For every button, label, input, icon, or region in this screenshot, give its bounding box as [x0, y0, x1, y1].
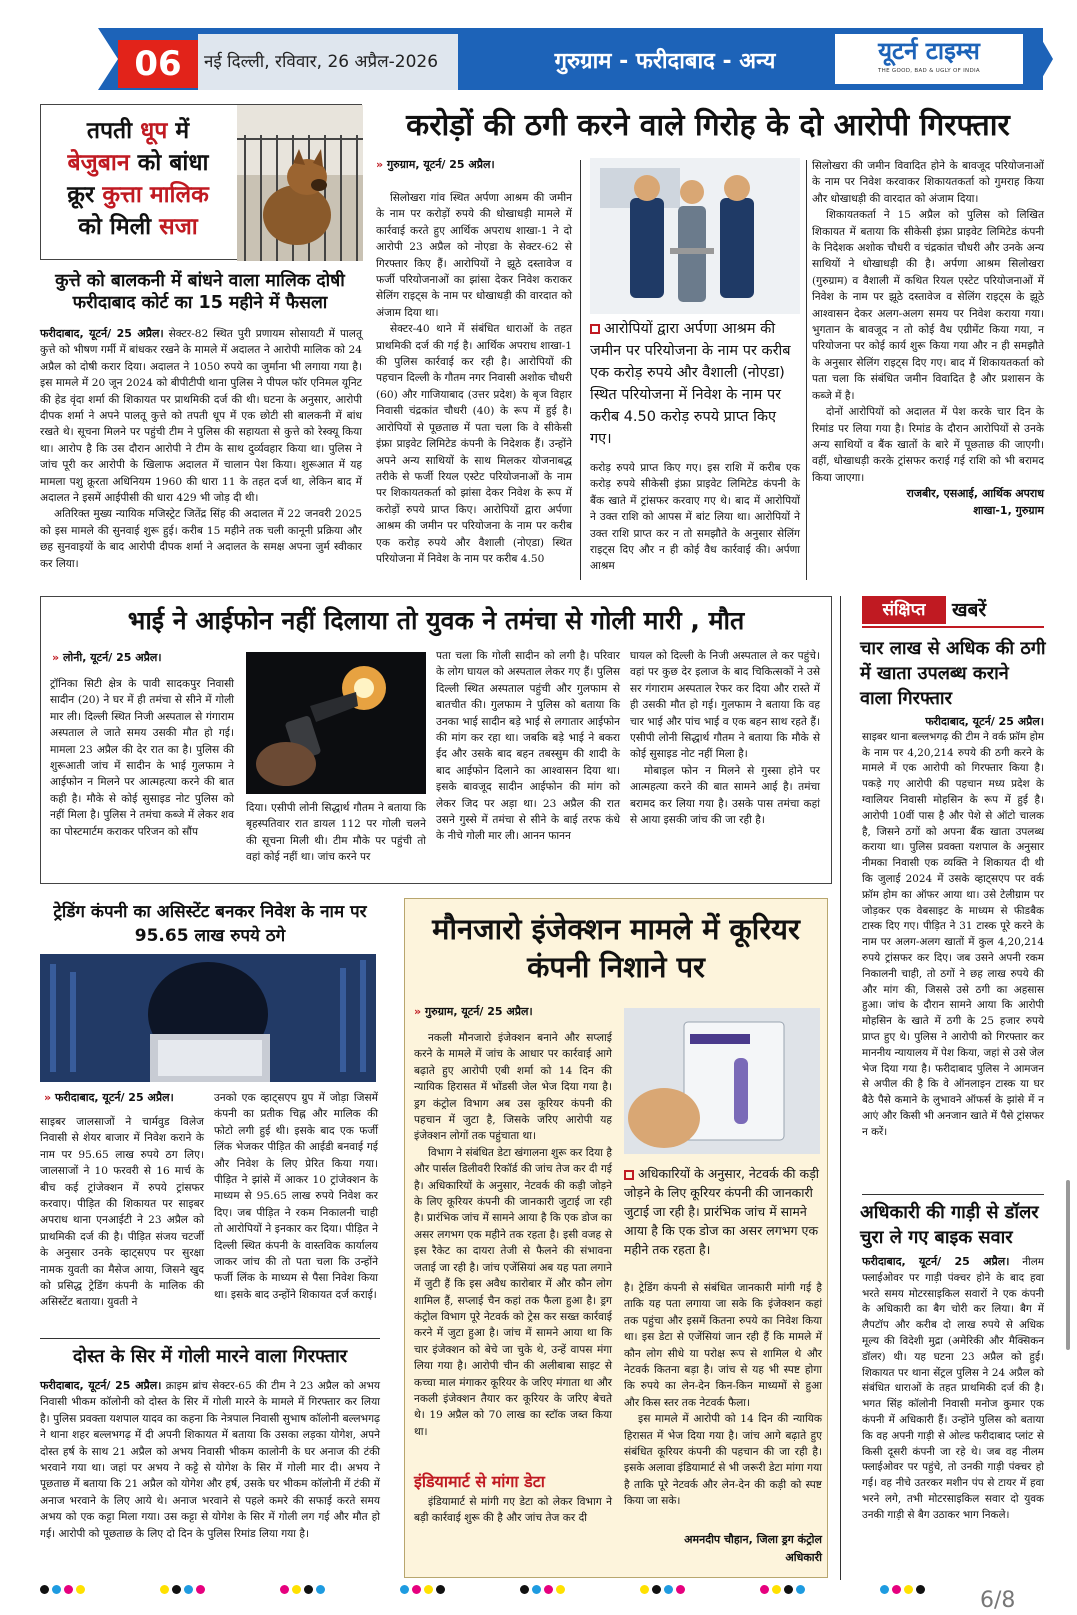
- brief1-body: [862, 714, 1044, 1188]
- friend-dateline: फरीदाबाद, यूटर्न/ 25 अप्रैल।: [40, 1379, 162, 1392]
- friend-body: [40, 1378, 380, 1576]
- iphone-col1: ट्रॉनिका सिटी क्षेत्र के पावी सादकपुर निवासी सादीन (20) ने घर में ही तमंचा से सीने में गोली मार ली। दिल्ली स्थित निजी अस्पताल से गंगाराम अस्पताल ले जाते समय उसकी मौत हो गई। मामला 23 अप्रैल की देर रात का है। पुलिस की शुरूआती जांच में सादीन के भाई गुलफाम ने आईफोन न मिलने पर आत्महत्या करने की बात कही है। मौके से कोई सुसाइड नोट पुलिस को नहीं मिला है। पुलिस ने तमंचा कब्जे में लेकर शव का पोस्टमार्टम कराकर परिजन को सौंप: [50, 678, 234, 838]
- teaser-w5: को बांधा: [137, 150, 209, 176]
- brief2-dateline: फरीदाबाद, यूटर्न/ 25 अप्रैल।: [862, 1255, 1010, 1268]
- dog-body-1: सेक्टर-82 स्थित पुरी प्रणायम सोसायटी में पालतू कुत्ते को भीषण गर्मी में बांधकर रखने के मामले में अदालत ने आरोपी मालिक को 24 अप्रैल को दोषी करार दिया। अदालत ने 1050 रुपये का जुर्माना भी लगाया गया है। इस मामले में 20 जून 2024 को बीपीटीपी थाना पुलिस ने पीपल फॉर एनिमल यूनिट की हेड वृंदा शर्मा की शिकायत पर प्राथमिकी दर्ज की थी। घटना के अनुसार, आरोपी दीपक शर्मा ने अपने पालतू कुत्ते को तपती धूप में एक छोटी सी बालकनी में बांध रखते थे। सूचना मिलने पर पहुंची टीम ने पुलिस की सहायता से कुत्ते को रेस्क्यू किया था। आरोप है कि उस दौरान आरोपी ने टीम के साथ दुर्व्यवहार किया था। पुलिस ने जांच पूरी कर आरोपी के खिलाफ अदालत में चालान पेश किया। शुरूआत में यह मामला पशु क्रूरता अधिनियम 1960 की धारा 11 के तहत दर्ज था, लेकिन बाद में अदालत ने इसमें आईपीसी की धारा 429 भी जोड़ दी थी।: [40, 328, 362, 505]
- gun-photo: [246, 652, 426, 794]
- mounjaro-subhead: इंडियामार्ट से मांगा डेटा: [414, 1472, 545, 1491]
- fraud-sign-unit: शाखा-1, गुरुग्राम: [973, 503, 1044, 517]
- teaser-w6: क्रूर: [67, 182, 95, 208]
- iphone-col2: दिया। एसीपी लोनी सिद्धार्थ गौतम ने बताया कि बृहस्पतिवार रात डायल 112 पर गोली चलने की सूचना मिली थी। टीम मौके पर पहुंची तो वहां कोई नहीं था। जांच करने पर: [246, 802, 426, 864]
- mounjaro-pullquote-text: अधिकारियों के अनुसार, नेटवर्क की कड़ी जोड़ने के लिए कूरियर कंपनी की जानकारी जुटाई जा रही है। प्रारंभिक जांच में सामने आया है कि एक डोज का असर लगभग एक महीने तक रहता है।: [624, 1166, 820, 1257]
- masthead-arrow: [1035, 28, 1055, 90]
- mounjaro-col1-c: इंडियामार्ट से मांगी गए डेटा को लेकर विभाग ने बड़ी कार्रवाई शुरू की है और जांच तेज कर दी: [414, 1496, 612, 1525]
- registration-marks: [760, 1585, 805, 1595]
- fraud-pullquote-text: आरोपियों द्वारा अर्पणा आश्रम की जमीन पर परियोजना के नाम पर करीब एक करोड़ रुपये और वैशाली (नोएडा) स्थित परियोजना में निवेश के नाम पर करीब 4.50 करोड़ रुपये प्राप्त किए गए।: [590, 321, 791, 447]
- registration-marks: [640, 1585, 685, 1595]
- fraud-dateline-wrap: » गुरुग्राम, यूटर्न/ 25 अप्रैल।: [376, 158, 495, 171]
- teaser-w7: कुत्ता मालिक: [102, 182, 209, 208]
- scrollbar-thumb[interactable]: [1066, 1180, 1070, 1350]
- logo-tagline: THE GOOD, BAD & UGLY OF INDIA: [878, 68, 980, 74]
- iphone-col4-b: मोबाइल फोन न मिलने से गुस्सा होने पर आत्महत्या करने की बात सामने आई है। तमंचा बरामद कर लिया गया है। उसके पास तमंचा कहां से आया इसकी जांच की जा रही है।: [630, 764, 820, 827]
- iphone-col4-a: घायल को दिल्ली के निजी अस्पताल ले कर पहुंचे। वहां पर कुछ देर इलाज के बाद चिकित्सकों ने उसे सर गंगाराम अस्पताल रेफर कर दिया और रास्ते में ही उसकी मौत हो गई। गुलफाम ने बताया कि वह चार भाई और पांच भाई व एक बहन साथ रहते हैं। एसीपी लोनी सिद्धार्थ गौतम ने बताया कि मौके से कोई सुसाइड नोट नहीं मिला है।: [630, 650, 820, 761]
- square-bullet-icon: [624, 1170, 634, 1180]
- dog-dateline: फरीदाबाद, यूटर्न/ 25 अप्रैल।: [40, 327, 164, 340]
- hacker-photo: [40, 954, 376, 1082]
- brief-label-red: संक्षिप्त: [862, 596, 946, 624]
- dog-teaser-text: [45, 115, 231, 243]
- fraud-dateline: गुरुग्राम, यूटर्न/ 25 अप्रैल।: [386, 158, 495, 171]
- registration-marks: [160, 1585, 205, 1595]
- dog-body: [40, 326, 362, 582]
- registration-marks: [400, 1585, 445, 1595]
- dog-photo: [237, 105, 363, 261]
- trading-headline: ट्रेडिंग कंपनी का असिस्टेंट बनकर निवेश के नाम पर 95.65 लाख रुपये ठगे: [53, 902, 367, 946]
- brief1-text: साइबर थाना बल्लभगढ़ की टीम ने वर्क फ्रॉम होम के नाम पर 4,20,214 रुपये की ठगी करने के मामले में एक आरोपी को गिरफ्तार किया है। पकड़े गए आरोपी की पहचान मध्य प्रदेश के ग्वालियर निवासी मोहसिन के रूप में हुई है। आरोपी 10वीं पास है और पेशे से ऑटो चालक है, जिसने ठगों को अपना बैंक खाता उपलब्ध कराया था। पुलिस प्रवक्ता यशपाल के अनुसार नीमका निवासी एक व्यक्ति ने शिकायत दी थी कि जुलाई 2024 में उसके व्हाट्सएप पर वर्क फ्रॉम होम का ऑफर आया था। उसे टेलीग्राम पर जोड़कर एक वेबसाइट के माध्यम से फीडबैक टास्क दिए गए। पीड़ित ने 31 टास्क पूरे करने के नाम पर अलग-अलग खातों में कुल 4,20,214 रुपये ट्रांसफर कर दिए। जब उसने अपनी रकम निकालनी चाही, तो ठगों ने छह लाख रुपये की और मांग की, जिससे उसे ठगी का अहसास हुआ। जांच के दौरान सामने आया कि आरोपी मोहसिन के खाते में ठगी के 25 हजार रुपये प्राप्त हुए थे। पुलिस ने आरोपी को गिरफ्तार कर माननीय न्यायालय में पेश किया, जहां से उसे जेल भेज दिया गया है। फरीदाबाद पुलिस ने आमजन से अपील की है कि वे ऑनलाइन टास्क या घर बैठे पैसे कमाने के लुभावने ऑफर्स के झांसे में न आएं और किसी भी अनजान खाते में पैसे ट्रांसफर न करें।: [862, 730, 1044, 1138]
- registration-marks: [280, 1585, 325, 1595]
- brief2-text: नीलम फ्लाईओवर पर गाड़ी पंक्चर होने के बाद हवा भरते समय मोटरसाइकिल सवारों ने एक कंपनी के अधिकारी का बैग चोरी कर लिया। बैग में लैपटॉप और करीब दो लाख रुपये से अधिक मूल्य की विदेशी मुद्रा (अमेरिकी और मैक्सिकन डॉलर) थी। यह घटना 23 अप्रैल को हुई। शिकायत पर थाना सेंट्रल पुलिस ने 24 अप्रैल को संबंधित धाराओं के तहत प्राथमिकी दर्ज की है। भगत सिंह कॉलोनी निवासी मनोज कुमार एक कंपनी में अधिकारी हैं। उन्होंने पुलिस को बताया कि वह अपनी गाड़ी से ओल्ड फरीदाबाद प्लांट से किसी दूसरी कंपनी जा रहे थे। जब वह नीलम फ्लाईओवर पर पहुंचे, तो उनकी गाड़ी पंक्चर हो गई। वह नीचे उतरकर मशीन पंप से टायर में हवा भरने लगे, तभी मोटरसाइकिल सवार दो युवक उनकी गाड़ी से बैग उठाकर भाग निकले।: [862, 1256, 1044, 1521]
- fraud-col1-b: सेक्टर-40 थाने में संबंधित धाराओं के तहत प्राथमिकी दर्ज की गई है। आर्थिक अपराध शाखा-1 की पुलिस कार्रवाई कर रही है। आरोपियों की पहचान दिल्ली के गौतम नगर निवासी अशोक चौधरी (60) और गाजियाबाद (उत्तर प्रदेश) के बृज विहार निवासी चंद्रकांत चौधरी (40) के रूप में हुई है। आरोपियों से पूछताछ में पता चला कि वे सीकेसी इंफ्रा प्राइवेट लिमिटेड कंपनी के निदेशक हैं। उन्होंने अपने अन्य साथियों के साथ मिलकर योजनाबद्ध तरीके से फर्जी रियल एस्टेट परियोजनाओं के नाम पर शिकायतकर्ता को झांसा देकर निवेश के रूप में करोड़ों रुपये प्राप्त किए। आरोपियों द्वारा अर्पणा आश्रम की जमीन पर परियोजना के नाम पर करीब एक करोड़ रुपये और वैशाली (नोएडा) स्थित परियोजना में निवेश के नाम पर करीब 4.50: [376, 323, 572, 565]
- brief2-headline: अधिकारी की गाड़ी से डॉलर चुरा ले गए बाइक सवार: [860, 1202, 1039, 1248]
- iphone-col4: [630, 648, 820, 880]
- fraud-sign-name: राजबीर, एसआई, आर्थिक अपराध: [906, 487, 1044, 501]
- registration-marks: [880, 1585, 925, 1595]
- fraud-headline: करोड़ों की ठगी करने वाले गिरोह के दो आरोपी गिरफ्तार: [406, 108, 1010, 143]
- dog-headline: कुत्ते को बालकनी में बांधने वाला मालिक दोषी फरीदाबाद कोर्ट का 15 महीने में फैसला: [55, 271, 345, 313]
- page-dateline: नई दिल्ली, रविवार, 26 अप्रैल-2026: [198, 34, 458, 90]
- mounjaro-col1: [414, 1030, 612, 1466]
- iphone-dateline: लोनी, यूटर्न/ 25 अप्रैल।: [62, 651, 162, 664]
- registration-marks: [40, 1585, 85, 1595]
- page-number: 06: [118, 40, 198, 88]
- trading-col1: साइबर जालसाजों ने चार्मवुड विलेज निवासी से शेयर बाजार में निवेश कराने के नाम पर 95.65 लाख रुपये ठग लिए। जालसाजों ने 10 फरवरी से 16 मार्च के बीच कई ट्रांजेक्शन में रुपये ट्रांसफर करवाए। पीड़ित की शिकायत पर साइबर अपराध थाना एनआईटी ने 23 अप्रैल को प्राथमिकी दर्ज की है। पीड़ित संजय चटर्जी के अनुसार उनके व्हाट्सएप पर सुरक्षा नामक युवती का मैसेज आया, जिसने खुद को प्रसिद्ध ट्रेडिंग कंपनी के मालिक की असिस्टेंट बताया। युवती ने: [40, 1116, 204, 1309]
- fraud-col2: करोड़ रुपये प्राप्त किए गए। इस राशि में करीब एक करोड़ रुपये सीकेसी इंफ्रा प्राइवेट लिमिटेड कंपनी के बैंक खाते में ट्रांसफर करवाए गए थे। बाद में आरोपियों ने उक्त राशि को आपस में बांट लिया था। आरोपियों ने उक्त राशि प्राप्त कर न तो समझौते के अनुसार सेलिंग राइट्स दिए और न ही कोई वैध कार्रवाई की। अर्पणा आश्रम: [590, 462, 800, 573]
- teaser-w3: में: [175, 118, 190, 144]
- fraud-col3-c: दोनों आरोपियों को अदालत में पेश करके चार दिन के रिमांड पर लिया गया है। रिमांड के दौरान आरोपियों से उनके अन्य साथियों व बैंक खातों के बारे में पूछताछ की जाएगी। वहीं, धोखाधड़ी करके ट्रांसफर कराई गई राशि को भी बरामद किया जाएगा।: [812, 406, 1044, 484]
- mounjaro-col1-a: नकली मौनजारो इंजेक्शन बनाने और सप्लाई करने के मामले में जांच के आधार पर कार्रवाई आगे बढ़ाते हुए आरोपी एबी शर्मा को 14 दिन की न्यायिक हिरासत में भोंडसी जेल भेज दिया गया है। ड्रग कंट्रोल विभाग अब उस कूरियर कंपनी की पहचान में जुटा है, जिसके जरिए आरोपी यह इंजेक्शन लोगों तक पहुंचाता था।: [414, 1032, 612, 1143]
- fraud-pullquote: [590, 318, 802, 447]
- teaser-w8: को मिली: [78, 214, 152, 240]
- brief-label: खबरें: [952, 599, 987, 621]
- mounjaro-col2: [624, 1280, 822, 1532]
- fraud-col1: [376, 190, 572, 580]
- teaser-w2: धूप: [140, 118, 168, 144]
- mounjaro-sign-role: अधिकारी: [785, 1551, 822, 1564]
- trading-col2: उनको एक व्हाट्सएप ग्रुप में जोड़ा जिसमें कंपनी का प्रतीक चिह्न और मालिक की फोटो लगी हुई थी। इसके बाद एक फर्जी लिंक भेजकर पीड़ित की आईडी बनवाई गई और निवेश के लिए प्रेरित किया गया। पीड़ित ने झांसे में आकर 10 ट्रांजेक्शन के माध्यम से 95.65 लाख रुपये निवेश कर दिए। जब पीड़ित ने रकम निकालनी चाही तो आरोपियों ने इनकार कर दिया। पीड़ित ने दिल्ली स्थित कंपनी के वास्तविक कार्यालय जाकर जांच की तो पता चला कि उन्होंने फर्जी लिंक के माध्यम से पैसा निवेश किया था। इसके बाद उन्होंने शिकायत दर्ज कराई।: [214, 1092, 378, 1301]
- iphone-headline: भाई ने आईफोन नहीं दिलाया तो युवक ने तमंचा से गोली मारी , मौत: [127, 606, 745, 635]
- page-indicator: 6/8: [980, 1588, 1016, 1613]
- brief2-body: [862, 1254, 1044, 1578]
- fraud-col3-b: शिकायतकर्ता ने 15 अप्रैल को पुलिस को लिखित शिकायत में बताया कि सीकेसी इंफ्रा प्राइवेट लिमिटेड कंपनी के निदेशक अशोक चौधरी व चंद्रकांत चौधरी और उनके अन्य साथियों ने धोखाधड़ी की है। अर्पणा आश्रम सिलोखरा (गुरुग्राम) व वैशाली में कथित रियल एस्टेट परियोजनाओं में निवेश के नाम पर झूठे दस्तावेज व सेलिंग राइट्स के झूठे आश्वासन देकर अलग-अलग समय पर निवेश कराया गया। भुगतान के बावजूद न तो कोई वैध एग्रीमेंट किया गया, न परियोजना पर कोई कार्य शुरू किया गया और न ही समझौते के अनुसार सेलिंग राइट्स दिए गए। बाद में शिकायतकर्ता को पता चला कि संबंधित जमीन विवादित है और प्रशासन के कब्जे में है।: [812, 209, 1044, 402]
- teaser-w1: तपती: [86, 118, 133, 144]
- mounjaro-col2-b: इस मामले में आरोपी को 14 दिन की न्यायिक हिरासत में भेज दिया गया है। जांच आगे बढ़ाते हुए संबंधित कूरियर कंपनी की पहचान की जा रही है। इसके अलावा इंडियामार्ट से भी जरूरी डेटा मांगा गया है ताकि पूरे नेटवर्क और लेन-देन की कड़ी को स्पष्ट किया जा सके।: [624, 1413, 822, 1508]
- mounjaro-dateline-wrap: » गुरुग्राम, यूटर्न/ 25 अप्रैल।: [414, 1005, 533, 1018]
- newspaper-logo: [833, 32, 1025, 86]
- brief1-headline: चार लाख से अधिक की ठगी में खाता उपलब्ध कराने वाला गिरफ्तार: [860, 638, 1046, 709]
- fraud-col1-a: सिलोखरा गांव स्थित अर्पणा आश्रम की जमीन के नाम पर करोड़ों रुपये की धोखाधड़ी मामले में कार्रवाई करते हुए आर्थिक अपराध शाखा-1 ने दो आरोपी 23 अप्रैल को नोएडा के सेक्टर-62 से गिरफ्तार किए हैं। आरोपियों ने झूठे दस्तावेज व फर्जी परियोजनाओं का झांसा देकर निवेश कराकर सेलिंग राइट्स के नाम पर धोखाधड़ी की वारदात को अंजाम दिया था।: [376, 192, 572, 319]
- iphone-col3: पता चला कि गोली सादीन को लगी है। परिवार के लोग घायल को अस्पताल लेकर गए हैं। पुलिस दिल्ली स्थित अस्पताल पहुंची और गुलफाम से बातचीत की। गुलफाम ने पुलिस को बताया कि उनका भाई सादीन बड़े भाई से लगातार आईफोन की मांग कर रहा था। जबकि बड़े भाई ने बकरा ईद और उसके बाद बहन तबस्सुम की शादी के बाद आईफोन दिलाने का आश्वासन दिया था। इसके बावजूद सादीन आईफोन की मांग को लेकर जिद पर अड़ा था। 23 अप्रैल की रात उसने गुस्से में तमंचा से सीने के बाई तरफ कंधे के नीचे गोली मार ली। आनन फानन: [436, 650, 620, 843]
- brief1-dateline: फरीदाबाद, यूटर्न/ 25 अप्रैल।: [925, 715, 1044, 728]
- iphone-dateline-wrap: » लोनी, यूटर्न/ 25 अप्रैल।: [52, 651, 162, 664]
- dog-body-2: अतिरिक्त मुख्य न्यायिक मजिस्ट्रेट जितेंद्र सिंह की अदालत में 22 जनवरी 2025 को इस मामले की सुनवाई शुरू हुई। करीब 15 महीने तक चली कानूनी प्रक्रिया और छह सुनवाइयों के बाद आरोपी दीपक शर्मा ने अदालत के समक्ष अपना जुर्म स्वीकार कर लिया।: [40, 508, 362, 570]
- fraud-col3: [812, 158, 1044, 582]
- friend-body-text: क्राइम ब्रांच सेक्टर-65 की टीम ने 23 अप्रैल को अभय निवासी भीकम कॉलोनी को दोस्त के सिर में गोली मारने के मामले में गिरफ्तार कर लिया है। पुलिस प्रवक्ता यशपाल यादव का कहना कि नेत्रपाल निवासी सुभाष कॉलोनी बल्लभगढ़ ने थाना शहर बल्लभगढ़ में दी अपनी शिकायत में बताया कि उसका लड़का योगेश, अपने दोस्त हर्ष के साथ 21 अप्रैल को अभय निवासी भीकम कालोनी के घर अनाज की टंकी भरवाने गया था। जहां पर अभय ने कट्टे से योगेश के सिर में गोली मार दी। अभय ने पूछताछ में बताया कि 21 अप्रैल को योगेश और हर्ष, उसके घर भीकम कॉलोनी में टंकी में अनाज भरवाने के लिए आये थे। अनाज भरवाने से पहले कमरे की सफाई करते समय अभय को एक कट्टा मिला गया। उस कट्टा से योगेश के सिर में गोली लग गई और मौत हो गई। आरोपी को पूछताछ के लिए दो दिन के पुलिस रिमांड लिया गया है।: [40, 1380, 380, 1540]
- teaser-w9: सजा: [159, 214, 198, 240]
- masthead-notch: [98, 28, 120, 90]
- injection-photo: [624, 1008, 820, 1154]
- mounjaro-dateline: गुरुग्राम, यूटर्न/ 25 अप्रैल।: [424, 1005, 533, 1018]
- mounjaro-col2-a: है। ट्रेडिंग कंपनी से संबंधित जानकारी मांगी गई है ताकि यह पता लगाया जा सके कि इंजेक्शन कहां तक पहुंचा और इसमें कितना रुपये का निवेश किया था। इस डेटा से एजेंसियां जान रही हैं कि मामले में कौन लोग सीधे या परोक्ष रूप से शामिल थे और नेटवर्क कितना बड़ा है। जांच से यह भी स्पष्ट होगा कि रुपये का लेन-देन किन-किन माध्यमों से हुआ और किस स्तर तक नेटवर्क फैला।: [624, 1282, 822, 1409]
- fraud-photo: [590, 158, 800, 314]
- mounjaro-col1-b: विभाग ने संबंधित डेटा खंगालना शुरू कर दिया है और पार्सल डिलीवरी रिकॉर्ड की जांच तेज कर दी गई है। अधिकारियों के अनुसार, नेटवर्क की कड़ी जोड़ने के लिए कूरियर कंपनी की जानकारी जुटाई जा रही है। प्रारंभिक जांच में सामने आया है कि एक डोज का असर लगभग एक महीने तक रहता है। इसी वजह से इस रैकेट का दायरा तेजी से फैलने की संभावना जताई जा रही है। जांच एजेंसियां अब यह पता लगाने में जुटी हैं कि इस अवैध कारोबार में और कौन लोग शामिल हैं, सप्लाई चैन कहां तक फैला हुआ है। ड्रग कंट्रोल विभाग पूरे नेटवर्क को ट्रेस कर सख्त कार्रवाई करने में जुटा हुआ है। जांच में सामने आया था कि चार इंजेक्शन को बेचे जा चुके थे, उन्हें वापस मंगा लिया गया है। आरोपी चीन की अलीबाबा साइट से कच्चा माल मंगाकर कूरियर के जरिए मंगाता था और नकली इंजेक्शन तैयार कर कूरियर के जरिए बेचते थे। 19 अप्रैल को 70 लाख का स्टॉक जब्त किया था।: [414, 1146, 612, 1438]
- teaser-w4: बेजुबान: [67, 150, 130, 176]
- mounjaro-sign-name: अमनदीप चौहान, जिला ड्रग कंट्रोल: [684, 1533, 822, 1546]
- region-title: गुरुग्राम - फरीदाबाद - अन्य: [554, 49, 776, 74]
- mounjaro-headline: मौनजारो इंजेक्शन मामले में कूरियर कंपनी निशाने पर: [432, 912, 800, 984]
- dog-teaser-box: [40, 104, 362, 260]
- friend-headline: दोस्त के सिर में गोली मारने वाला गिरफ्तार: [72, 1346, 348, 1367]
- trading-dateline: फरीदाबाद, यूटर्न/ 25 अप्रैल।: [54, 1091, 174, 1104]
- square-bullet-icon: [590, 324, 600, 334]
- mounjaro-pullquote: [624, 1164, 822, 1274]
- trading-dateline-wrap: » फरीदाबाद, यूटर्न/ 25 अप्रैल।: [44, 1091, 174, 1104]
- registration-marks: [520, 1585, 565, 1595]
- logo-name: यूटर्न टाइम्स: [878, 37, 980, 65]
- fraud-col3-a: सिलोखरा की जमीन विवादित होने के बावजूद परियोजनाओं के नाम पर निवेश करवाकर शिकायतकर्ता को गुमराह किया और धोखाधड़ी की वारदात को अंजाम दिया।: [812, 160, 1044, 205]
